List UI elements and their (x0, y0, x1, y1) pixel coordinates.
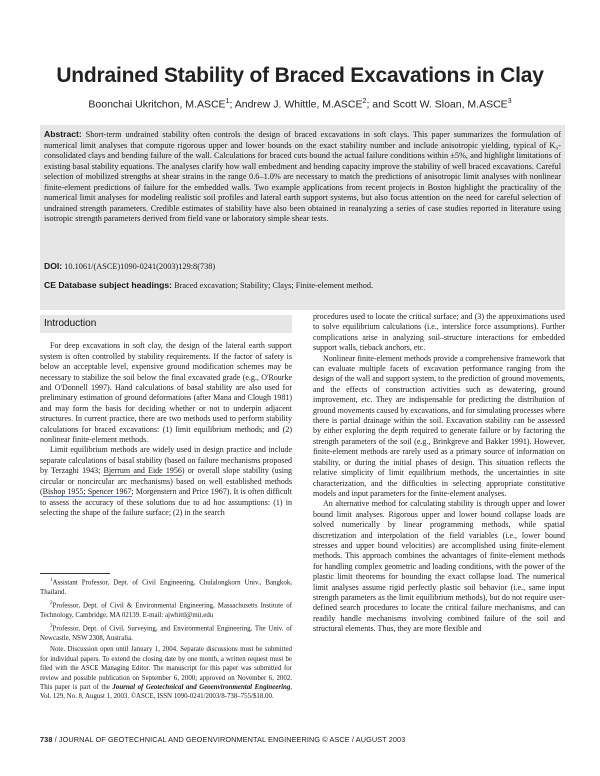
author-separator: ; and (366, 98, 393, 111)
affiliation-mark: 1 (225, 98, 230, 105)
footnote-text: Professor, Dept. of Civil & Environmental Engineering, Massachusetts Institute of Technology, Cambridge, MA 02139. E-mail: ajwhittl@mit.edu (40, 602, 292, 619)
subject-headings (44, 280, 561, 290)
footnotes (40, 576, 292, 704)
abstract-label: Abstract: (44, 129, 82, 139)
author-name: Andrew J. Whittle, M.ASCE (234, 98, 363, 111)
text-run: ; Morgenstern and Price 1967). It is often difficult to assess the accuracy of these solutions due to ad hoc assumptions: (1) in selecting the shape of the failure surface; (2) in the search (40, 487, 292, 517)
text-run: ) or overall slope stability (using circular or noncircular arc mechanisms) based on well established methods ( (40, 466, 293, 497)
author-separator: ; (229, 98, 235, 111)
citation-link[interactable]: Bishop 1955; Spencer 1967 (42, 487, 132, 497)
page-number: 738 (40, 735, 53, 744)
right-column (313, 312, 565, 635)
paper-title: Undrained Stability of Braced Excavations in Clay (56, 64, 544, 87)
subject-value: Braced excavation; Stability; Clays; Finite-element method. (174, 281, 374, 290)
footnote-note (40, 645, 292, 701)
paragraph: procedures used to locate the critical surface; and (3) the approximations used to solve equilibrium calculations (i.e., interslice force assumptions). Further complications arise in analyzing soil–structure interactions for embedded support walls, tieback anchors, etc. (313, 312, 565, 353)
footnote-mark: 2 (50, 601, 53, 607)
doi-line (44, 261, 561, 271)
author-name: Boonchai Ukritchon, M.ASCE (88, 98, 226, 111)
affiliation-mark: 2 (362, 98, 367, 105)
footnote (40, 622, 292, 643)
text-run: Limit equilibrium methods are widely used in design practice and include separate calculations of basal stability (based on failure mechanisms proposed by Terzaghi 1943; (40, 445, 292, 476)
left-column (40, 315, 292, 518)
note-text: Note. Discussion open until January 1, 2004. Separate discussions must be submitted for individual papers. To extend the closing date by one month, a written request must be filed with the ASCE Managing Editor. The manuscript for this paper was submitted for review and possible publication on September 6, 2000; approved on November 6, 2002. This paper is part of the (40, 646, 292, 691)
paragraph: An alternative method for calculating stability is through upper and lower bound limit analyses. Rigorous upper and lower bound collapse loads are solved numerically by linear programming methods, while spatial discretization and interpolation of the field variables (i.e., lower bound stresses and upper bound velocities) are accomplished using finite-element methods. This approach combines the advantages of finite-element methods for handling complex geometric and loading conditions, with the power of the plastic limit theorems for bounding the exact collapse load. The numerical limit analyses assume rigid perfectly plastic soil behavior (i.e., same input strength parameters as the limit equilibrium methods), but do not require user-defined search procedures to locate the critical failure mechanisms, and can readily handle mechanisms involving combined failure of the soil and structural elements. Thus, they are more flexible and (313, 499, 565, 634)
footnote-text: Professor, Dept. of Civil, Surveying, and Environmental Engineering, The Univ. of Newcastle, NSW 2308, Australia. (40, 625, 292, 642)
abstract (44, 129, 561, 225)
note-text: , Vol. 129, No. 8, August 1, 2003. ©ASCE, ISSN 1090-0241/2003/8-738–755/$18.00. (40, 683, 292, 701)
footnote (40, 599, 292, 620)
citation-link[interactable]: Bjerrum and Eide 1956 (103, 466, 182, 476)
footer-text: / JOURNAL OF GEOTECHNICAL AND GEOENVIRONMENTAL ENGINEERING © ASCE / AUGUST 2003 (52, 735, 406, 744)
subject-label: CE Database subject headings: (44, 280, 172, 290)
footnote (40, 576, 292, 597)
author-name: Scott W. Sloan, M.ASCE (392, 98, 508, 111)
paragraph: Nonlinear finite-element methods provide a comprehensive framework that can evaluate multiple facets of excavation performance ranging from the design of the wall and support system, to the prediction of ground movements, and the effects of construction activities such as dewatering, ground improvement, etc. They are indispensable for predicting the distribution of ground movements caused by excavations, and for simulating processes where there is partial drainage within the soil. Excavation stability can be assessed by either exploring the depth required to generate failure or by factoring the strength parameters of the soil (e.g., Brinkgreve and Bakker 1991). However, finite-element methods are rarely used as a primary source of information on stability, or during the initial phases of design. This situation reflects the relative simplicity of limit equilibrium methods, the uncertainties in site characterization, and the difficulties in selecting appropriate constitutive models and input parameters for the finite-element analyses. (313, 353, 565, 498)
abstract-text: Short-term undrained stability often controls the design of braced excavations in soft clays. This paper summarizes the formulation of numerical limit analyses that compute rigorous upper and lower bounds on the exact stability number and include anisotropic yielding, typical of K₀-consolidated clays and bending failure of the wall. Calculations for braced cuts bound the actual failure conditions within ±5%, and highlight limitations of existing basal stability equations. The analyses clarify how wall embedment and bending capacity improve the stability of well braced excavations. Careful selection of mobilized strengths at shear strains in the range 0.6–1.0% are necessary to match the predictions of anisotropic limit analyses with nonlinear finite-element predictions of failure for the embedded walls. Two example applications from recent projects in Boston highlight the practicality of the numerical limit analyses for modeling realistic soil profiles and lateral earth support systems, but also focus attention on the need for careful selection of undrained strength parameters. Credible estimates of stability have also been obtained in reanalyzing a series of case studies reported in literature using isotropic strength parameters derived from field vane or laboratory simple shear tests. (44, 130, 562, 223)
author-line (0, 98, 600, 111)
footnote-text: Assistant Professor, Dept. of Civil Engineering, Chulalongkorn Univ., Bangkok, Thailand. (40, 579, 292, 596)
footnote-mark: 3 (50, 624, 53, 630)
paragraph: For deep excavations in soft clay, the design of the lateral earth support system is often controlled by stability requirements. If the factor of safety is below an acceptable level, expensive ground modification schemes may be necessary to stabilize the soil below the final excavated grade (e.g., O'Rourke and O'Donnell 1997). Hand calculations of basal stability are also used for preliminary estimation of ground deformations (after Mana and Clough 1981) and may form the basis for deciding whether or not to underpin adjacent structures. In current practice, there are two methods used to perform stability calculations for braced excavations: (1) limit equilibrium methods; and (2) nonlinear finite-element methods. (40, 341, 292, 445)
doi-value[interactable]: 10.1061/(ASCE)1090-0241(2003)129:8(738) (64, 262, 216, 271)
paragraph (40, 445, 292, 518)
footnote-divider (40, 573, 110, 574)
affiliation-mark: 3 (507, 98, 512, 105)
section-heading: Introduction (40, 315, 292, 333)
journal-name: Journal of Geotechnical and Geoenvironmental Engineering (112, 683, 291, 691)
page-footer (40, 735, 560, 744)
doi-label: DOI: (44, 261, 63, 271)
footnote-mark: 1 (50, 578, 53, 583)
